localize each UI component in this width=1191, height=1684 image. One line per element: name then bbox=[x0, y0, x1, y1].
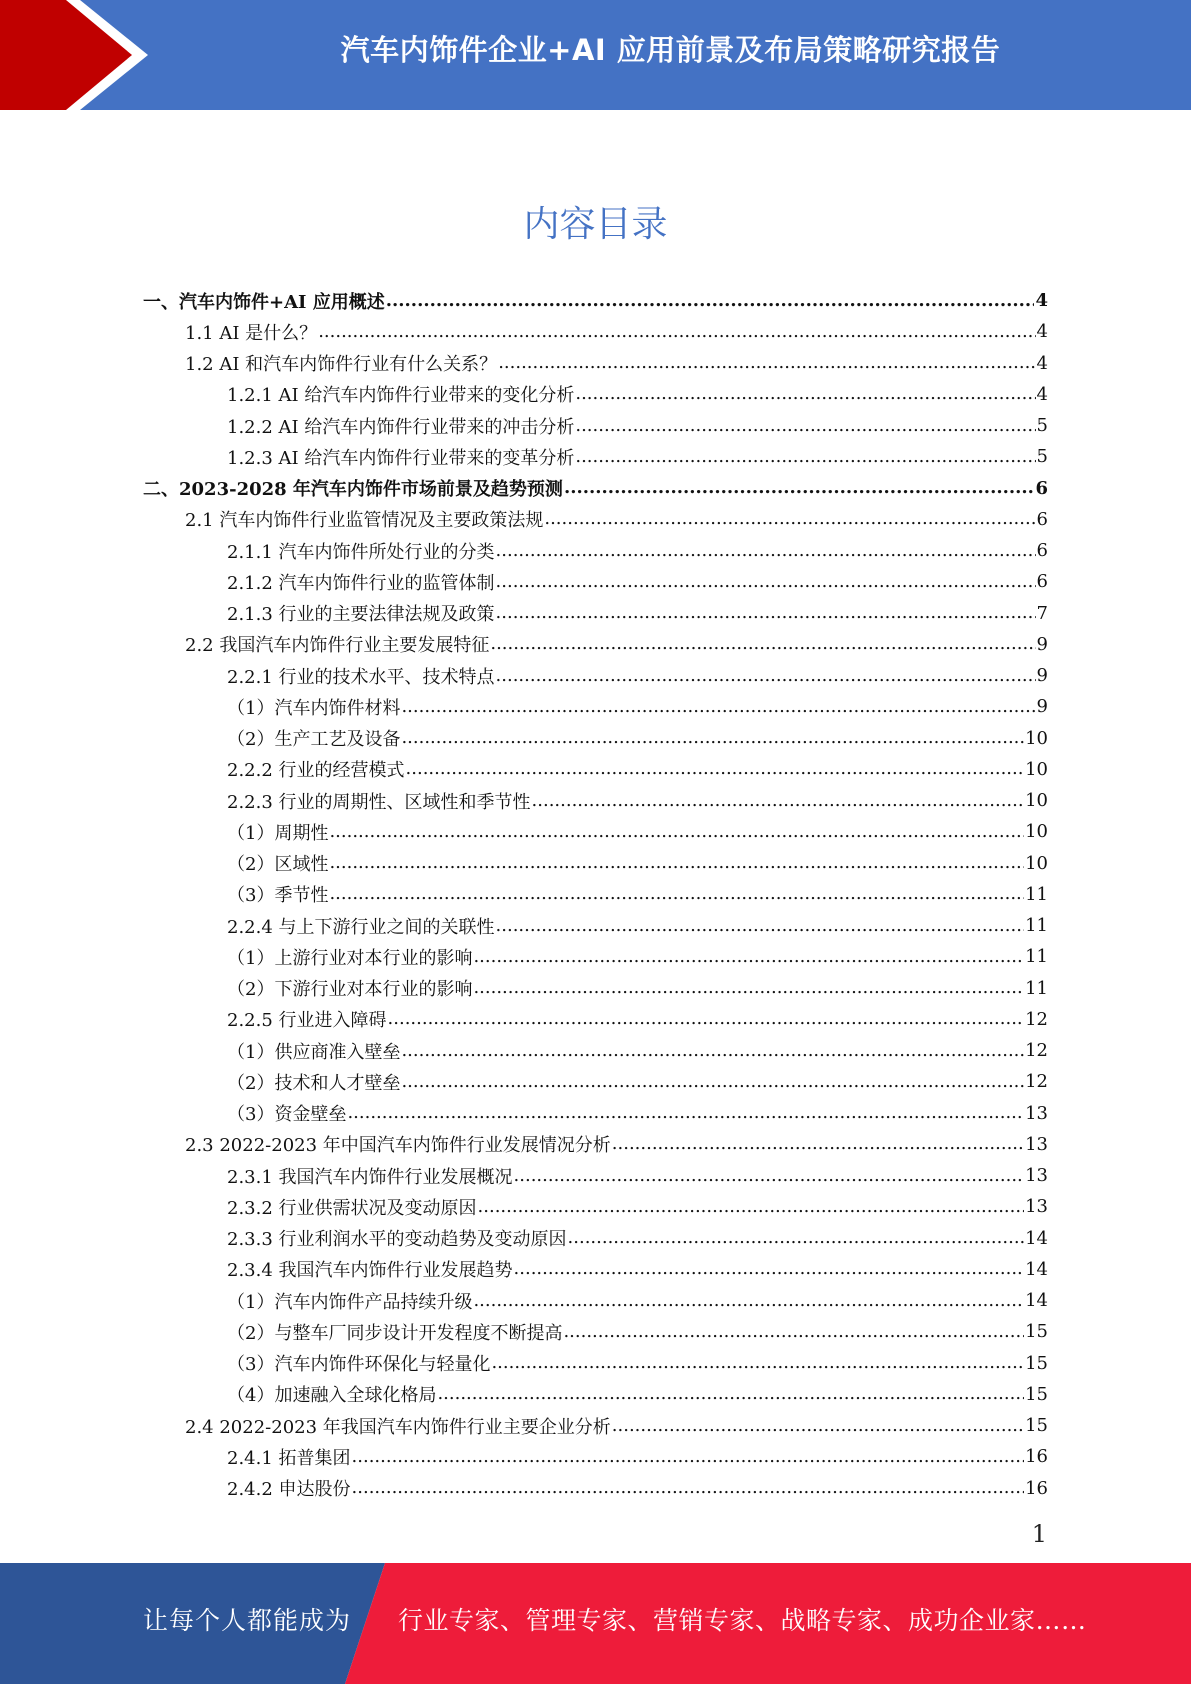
toc-entry[interactable] bbox=[143, 504, 1048, 535]
toc-leader-dots bbox=[514, 1167, 1025, 1185]
toc-leader-dots bbox=[329, 854, 1024, 872]
toc-leader-dots bbox=[329, 823, 1024, 841]
toc-leader-dots bbox=[352, 1448, 1025, 1466]
toc-entry-page: 6 bbox=[1035, 477, 1048, 499]
toc-entry[interactable] bbox=[143, 348, 1048, 379]
toc-entry-page: 11 bbox=[1025, 915, 1048, 937]
toc-entry[interactable] bbox=[143, 285, 1048, 316]
toc-entry-page: 9 bbox=[1036, 633, 1048, 655]
toc-entry-page: 14 bbox=[1025, 1258, 1048, 1280]
footer-slogan-right: 行业专家、管理专家、营销专家、战略专家、成功企业家…… bbox=[398, 1606, 1087, 1635]
toc-entry-label: （3）季节性 bbox=[227, 885, 329, 907]
toc-entry-page: 6 bbox=[1036, 571, 1048, 593]
toc-entry-page: 12 bbox=[1025, 1071, 1048, 1093]
toc-entry-label: （2）与整车厂同步设计开发程度不断提高 bbox=[227, 1322, 563, 1344]
toc-leader-dots bbox=[388, 1010, 1025, 1028]
toc-leader-dots bbox=[401, 729, 1024, 747]
toc-entry-page: 5 bbox=[1036, 415, 1048, 437]
toc-entry-page: 5 bbox=[1036, 446, 1048, 468]
toc-leader-dots bbox=[491, 1354, 1024, 1372]
toc-entry-page: 11 bbox=[1025, 883, 1048, 905]
toc-entry[interactable] bbox=[143, 1379, 1048, 1410]
toc-leader-dots bbox=[329, 885, 1024, 903]
toc-entry-label: 1.2 AI 和汽车内饰件行业有什么关系？ bbox=[185, 354, 498, 376]
toc-entry-label: （1）供应商准入壁垒 bbox=[227, 1041, 401, 1063]
toc-entry-page: 13 bbox=[1025, 1102, 1048, 1124]
toc-entry-label: 2.2.4 与上下游行业之间的关联性 bbox=[227, 916, 495, 938]
report-header bbox=[0, 0, 1191, 110]
toc-entry-page: 13 bbox=[1025, 1133, 1048, 1155]
toc-entry[interactable] bbox=[143, 1348, 1048, 1379]
toc-entry[interactable] bbox=[143, 566, 1048, 597]
toc-leader-dots bbox=[496, 542, 1036, 560]
toc-leader-dots bbox=[437, 1385, 1024, 1403]
toc-entry[interactable] bbox=[143, 1004, 1048, 1035]
toc-leader-dots bbox=[473, 979, 1024, 997]
toc-entry[interactable] bbox=[143, 785, 1048, 816]
toc-entry-label: 2.1 汽车内饰件行业监管情况及主要政策法规 bbox=[185, 510, 544, 532]
toc-entry-page: 11 bbox=[1025, 977, 1048, 999]
toc-entry-label: （1）汽车内饰件材料 bbox=[227, 697, 401, 719]
toc-leader-dots bbox=[544, 510, 1035, 528]
toc-entry-page: 4 bbox=[1035, 290, 1048, 312]
toc-leader-dots bbox=[478, 1198, 1025, 1216]
toc-entry-label: 2.1.3 行业的主要法律法规及政策 bbox=[227, 604, 495, 626]
toc-entry-label: 2.3.1 我国汽车内饰件行业发展概况 bbox=[227, 1166, 513, 1188]
toc-entry-page: 11 bbox=[1025, 946, 1048, 968]
toc-entry-page: 10 bbox=[1025, 790, 1048, 812]
toc-leader-dots bbox=[612, 1135, 1024, 1153]
toc-heading: 内容目录 bbox=[523, 204, 668, 245]
toc-entry-label: 1.2.2 AI 给汽车内饰件行业带来的冲击分析 bbox=[227, 416, 575, 438]
toc-entry-label: 二、2023-2028 年汽车内饰件市场前景及趋势预测 bbox=[143, 479, 563, 501]
toc-leader-dots bbox=[473, 1292, 1024, 1310]
toc-entry[interactable] bbox=[143, 1098, 1048, 1129]
toc-leader-dots bbox=[347, 1104, 1024, 1122]
toc-entry-label: （1）周期性 bbox=[227, 822, 329, 844]
toc-entry-label: 2.2 我国汽车内饰件行业主要发展特征 bbox=[185, 635, 490, 657]
toc-leader-dots bbox=[352, 1479, 1025, 1497]
toc-entry[interactable] bbox=[143, 1441, 1048, 1472]
toc-entry-label: 2.2.3 行业的周期性、区域性和季节性 bbox=[227, 791, 531, 813]
toc-entry[interactable] bbox=[143, 1035, 1048, 1066]
toc-entry-page: 9 bbox=[1036, 696, 1048, 718]
toc-entry-page: 14 bbox=[1025, 1290, 1048, 1312]
toc-entry-page: 15 bbox=[1025, 1321, 1048, 1343]
toc-entry-label: 2.3.4 我国汽车内饰件行业发展趋势 bbox=[227, 1260, 513, 1282]
toc-entry-label: （4）加速融入全球化格局 bbox=[227, 1385, 437, 1407]
toc-entry[interactable] bbox=[143, 1410, 1048, 1441]
toc-leader-dots bbox=[496, 604, 1036, 622]
toc-entry-label: 2.2.1 行业的技术水平、技术特点 bbox=[227, 666, 495, 688]
page-number: 1 bbox=[1031, 1520, 1047, 1548]
toc-leader-dots bbox=[563, 1323, 1024, 1341]
toc-leader-dots bbox=[496, 573, 1036, 591]
toc-entry-label: （3）资金壁垒 bbox=[227, 1104, 347, 1126]
toc-entry[interactable] bbox=[143, 754, 1048, 785]
toc-leader-dots bbox=[612, 1417, 1024, 1435]
report-title: 汽车内饰件企业+AI 应用前景及布局策略研究报告 bbox=[340, 33, 1001, 67]
toc-entry-label: 2.3.2 行业供需状况及变动原因 bbox=[227, 1197, 477, 1219]
toc-entry-page: 4 bbox=[1036, 383, 1048, 405]
toc-entry-page: 15 bbox=[1025, 1415, 1048, 1437]
toc-entry-page: 10 bbox=[1025, 758, 1048, 780]
toc-entry-label: 2.1.1 汽车内饰件所处行业的分类 bbox=[227, 541, 495, 563]
toc-entry[interactable] bbox=[143, 1223, 1048, 1254]
toc-entry[interactable] bbox=[143, 1066, 1048, 1097]
toc-leader-dots bbox=[473, 948, 1024, 966]
toc-entry[interactable] bbox=[143, 1285, 1048, 1316]
toc-entry-label: （1）上游行业对本行业的影响 bbox=[227, 947, 473, 969]
toc-entry-page: 12 bbox=[1025, 1008, 1048, 1030]
toc-entry-page: 15 bbox=[1025, 1383, 1048, 1405]
toc-entry-label: 2.3 2022-2023 年中国汽车内饰件行业发展情况分析 bbox=[185, 1135, 611, 1157]
toc-leader-dots bbox=[496, 917, 1025, 935]
toc-entry-label: 2.4.1 拓普集团 bbox=[227, 1447, 351, 1469]
toc-leader-dots bbox=[401, 698, 1035, 716]
toc-entry[interactable] bbox=[143, 879, 1048, 910]
toc-entry-label: （2）技术和人才壁垒 bbox=[227, 1072, 401, 1094]
toc-entry[interactable] bbox=[143, 910, 1048, 941]
toc-leader-dots bbox=[532, 792, 1025, 810]
toc-entry[interactable] bbox=[143, 1254, 1048, 1285]
toc-entry-label: 2.3.3 行业利润水平的变动趋势及变动原因 bbox=[227, 1229, 567, 1251]
footer-banner bbox=[0, 1563, 1191, 1684]
toc-entry-page: 10 bbox=[1025, 852, 1048, 874]
toc-entry[interactable] bbox=[143, 316, 1048, 347]
toc-leader-dots bbox=[401, 1042, 1024, 1060]
toc-entry-page: 14 bbox=[1025, 1227, 1048, 1249]
toc-entry-page: 4 bbox=[1036, 321, 1048, 343]
toc-leader-dots bbox=[568, 1229, 1025, 1247]
toc-entry-page: 15 bbox=[1025, 1352, 1048, 1374]
toc-entry-label: 1.2.1 AI 给汽车内饰件行业带来的变化分析 bbox=[227, 385, 575, 407]
toc-leader-dots bbox=[575, 417, 1035, 435]
toc-leader-dots bbox=[564, 479, 1035, 497]
toc-entry-page: 16 bbox=[1025, 1477, 1048, 1499]
toc-entry-page: 10 bbox=[1025, 727, 1048, 749]
toc-leader-dots bbox=[575, 385, 1035, 403]
toc-entry-page: 7 bbox=[1036, 602, 1048, 624]
toc-entry[interactable] bbox=[143, 535, 1048, 566]
toc-entry[interactable] bbox=[143, 691, 1048, 722]
toc-entry-label: （2）生产工艺及设备 bbox=[227, 729, 401, 751]
chevron-arrow-icon bbox=[0, 0, 160, 110]
toc-entry-label: （2）下游行业对本行业的影响 bbox=[227, 979, 473, 1001]
toc-entry-label: （3）汽车内饰件环保化与轻量化 bbox=[227, 1354, 491, 1376]
toc-entry[interactable] bbox=[143, 1316, 1048, 1347]
toc-entry-label: 2.2.2 行业的经营模式 bbox=[227, 760, 405, 782]
toc-entry-label: 1.1 AI 是什么？ bbox=[185, 322, 318, 344]
toc-leader-dots bbox=[406, 760, 1025, 778]
toc-entry-label: 2.1.2 汽车内饰件行业的监管体制 bbox=[227, 572, 495, 594]
toc-entry[interactable] bbox=[143, 1473, 1048, 1504]
toc-entry-page: 9 bbox=[1036, 665, 1048, 687]
toc-entry-label: （2）区域性 bbox=[227, 854, 329, 876]
toc-entry-label: （1）汽车内饰件产品持续升级 bbox=[227, 1291, 473, 1313]
toc-leader-dots bbox=[575, 448, 1035, 466]
toc-entry-label: 2.2.5 行业进入障碍 bbox=[227, 1010, 387, 1032]
toc-entry[interactable] bbox=[143, 629, 1048, 660]
table-of-contents bbox=[143, 285, 1048, 1504]
toc-entry[interactable] bbox=[143, 660, 1048, 691]
toc-leader-dots bbox=[401, 1073, 1024, 1091]
toc-entry-page: 13 bbox=[1025, 1196, 1048, 1218]
footer-slogan-left: 让每个人都能成为 bbox=[143, 1606, 352, 1635]
toc-entry-label: 2.4 2022-2023 年我国汽车内饰件行业主要企业分析 bbox=[185, 1416, 611, 1438]
toc-entry[interactable] bbox=[143, 723, 1048, 754]
toc-entry[interactable] bbox=[143, 379, 1048, 410]
toc-entry[interactable] bbox=[143, 598, 1048, 629]
toc-entry[interactable] bbox=[143, 473, 1048, 504]
toc-entry[interactable] bbox=[143, 441, 1048, 472]
toc-entry-page: 16 bbox=[1025, 1446, 1048, 1468]
toc-entry-page: 12 bbox=[1025, 1040, 1048, 1062]
toc-entry[interactable] bbox=[143, 1191, 1048, 1222]
toc-leader-dots bbox=[496, 667, 1036, 685]
toc-entry[interactable] bbox=[143, 816, 1048, 847]
toc-leader-dots bbox=[318, 323, 1035, 341]
toc-entry-page: 10 bbox=[1025, 821, 1048, 843]
toc-entry[interactable] bbox=[143, 410, 1048, 441]
toc-entry-label: 一、汽车内饰件+AI 应用概述 bbox=[143, 291, 385, 313]
toc-entry[interactable] bbox=[143, 1129, 1048, 1160]
toc-leader-dots bbox=[386, 292, 1035, 310]
toc-entry[interactable] bbox=[143, 1160, 1048, 1191]
toc-entry-label: 1.2.3 AI 给汽车内饰件行业带来的变革分析 bbox=[227, 447, 575, 469]
toc-entry-page: 13 bbox=[1025, 1165, 1048, 1187]
toc-leader-dots bbox=[514, 1260, 1025, 1278]
toc-entry-page: 4 bbox=[1036, 352, 1048, 374]
toc-entry[interactable] bbox=[143, 973, 1048, 1004]
toc-entry[interactable] bbox=[143, 848, 1048, 879]
toc-entry-page: 6 bbox=[1036, 508, 1048, 530]
toc-leader-dots bbox=[490, 635, 1035, 653]
toc-entry-label: 2.4.2 申达股份 bbox=[227, 1479, 351, 1501]
toc-entry-page: 6 bbox=[1036, 540, 1048, 562]
toc-leader-dots bbox=[498, 354, 1035, 372]
toc-entry[interactable] bbox=[143, 941, 1048, 972]
